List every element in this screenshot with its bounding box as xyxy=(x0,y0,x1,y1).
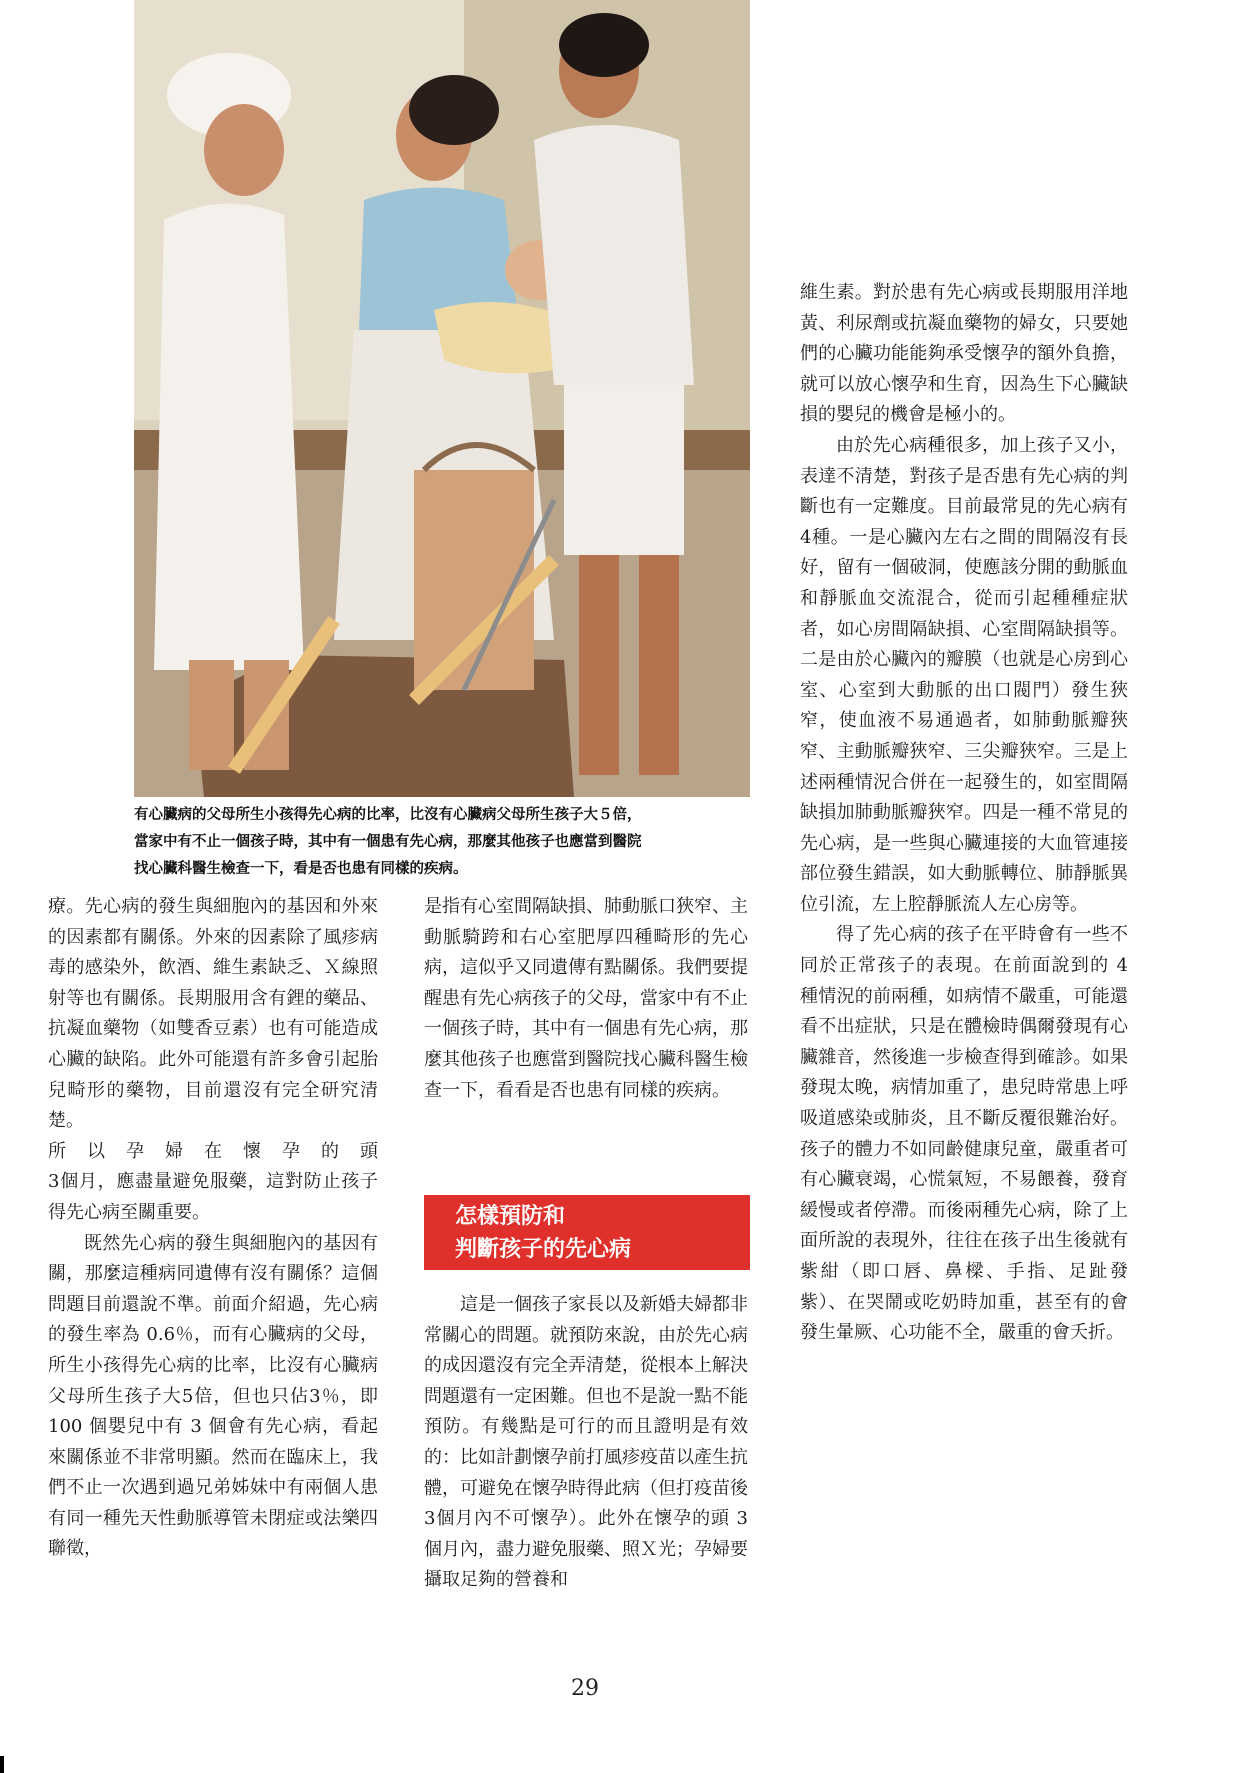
right-column xyxy=(800,278,1128,1349)
paragraph: 得了先心病的孩子在平時會有一些不同於正常孩子的表現。在前面說到的 4 種情況的前兩種，如病情不嚴重，可能還看不出症狀，只是在體檢時偶爾發現有心臟雜音，然後進一步檢查得到確診。如果發現太晚，病情加重了，患兒時常患上呼吸道感染或肺炎，且不斷反覆很難治好。孩子的體力不如同齡健康兒童，嚴重者可有心臟衰竭，心慌氣短，不易餵養，發育緩慢或者停滯。而後兩種先心病，除了上面所說的表現外，往往在孩子出生後就有紫紺（即口唇、鼻樑、手指、足趾發紫）、在哭鬧或吃奶時加重，甚至有的會發生暈厥、心功能不全，嚴重的會夭折。 xyxy=(800,924,1128,1344)
photo-illustration xyxy=(134,0,750,797)
section-heading-line: 怎樣預防和 xyxy=(455,1204,566,1229)
left-column xyxy=(48,892,378,1565)
middle-column xyxy=(424,892,748,1106)
section-heading xyxy=(424,1195,750,1270)
middle-column-continued xyxy=(424,1290,748,1596)
paragraph: 療。先心病的發生與細胞內的基因和外來的因素都有關係。外來的因素除了風疹病毒的感染外，飲酒、維生素缺乏、Ｘ線照射等也有關係。長期服用含有鋰的藥品、抗凝血藥物（如雙香豆素）也有可能造成心臟的缺陷。此外可能還有許多會引起胎兒畸形的藥物，目前還沒有完全研究清楚。 xyxy=(48,896,378,1132)
paragraph: 3個月，應盡量避免服藥，這對防止孩子得先心病至關重要。 xyxy=(48,1171,378,1223)
paragraph-line: 所 以 孕 婦 在 懷 孕 的 頭 xyxy=(48,1140,378,1162)
caption-line: 有心臟病的父母所生小孩得先心病的比率，比沒有心臟病父母所生孩子大５倍， xyxy=(134,807,642,823)
caption-line: 找心臟科醫生檢查一下，看是否也患有同樣的疾病。 xyxy=(134,861,468,877)
paragraph: 由於先心病種很多，加上孩子又小，表達不清楚，對孩子是否患有先心病的判斷也有一定難度。目前最常見的先心病有4種。一是心臟內左右之間的間隔沒有長好，留有一個破洞，使應該分開的動脈血和靜脈血交流混合，從而引起種種症狀者，如心房間隔缺損、心室間隔缺損等。二是由於心臟內的瓣膜（也就是心房到心室、心室到大動脈的出口閥門）發生狹窄，使血液不易通過者，如肺動脈瓣狹窄、主動脈瓣狹窄、三尖瓣狹窄。三是上述兩種情況合併在一起發生的，如室間隔缺損加肺動脈瓣狹窄。四是一種不常見的先心病，是一些與心臟連接的大血管連接部位發生錯誤，如大動脈轉位、肺靜脈異位引流，左上腔靜脈流人左心房等。 xyxy=(800,434,1128,915)
paragraph: 維生素。對於患有先心病或長期服用洋地黃、利尿劑或抗凝血藥物的婦女，只要她們的心臟功能能夠承受懷孕的額外負擔，就可以放心懷孕和生育，因為生下心臟缺損的嬰兒的機會是極小的。 xyxy=(800,282,1128,426)
caption-line: 當家中有不止一個孩子時，其中有一個患有先心病，那麼其他孩子也應當到醫院 xyxy=(134,834,642,850)
photo-caption xyxy=(134,802,764,883)
page-number: 29 xyxy=(571,1676,599,1701)
paragraph: 是指有心室間隔缺損、肺動脈口狹窄、主動脈騎跨和右心室肥厚四種畸形的先心病，這似乎又同遺傳有點關係。我們要提醒患有先心病孩子的父母，當家中有不止一個孩子時，其中有一個患有先心病，那麼其他孩子也應當到醫院找心臟科醫生檢查一下，看看是否也患有同樣的疾病。 xyxy=(424,896,748,1101)
crop-mark xyxy=(0,1756,4,1773)
section-heading-line: 判斷孩子的先心病 xyxy=(455,1237,632,1262)
paragraph: 既然先心病的發生與細胞內的基因有關，那麼這種病同遺傳有沒有關係？這個問題目前還說不準。前面介紹過，先心病的發生率為 0.6％，而有心臟病的父母，所生小孩得先心病的比率，比沒有心臟病父母所生孩子大5倍，但也只佔3％，即 100 個嬰兒中有 3 個會有先心病，看起來關係並不非常明顯。然而在臨床上，我們不止一次遇到過兄弟姊妹中有兩個人患有同一種先天性動脈導管未閉症或法樂四聯徵， xyxy=(48,1232,378,1560)
family-photo xyxy=(134,0,750,797)
paragraph: 這是一個孩子家長以及新婚夫婦都非常關心的問題。就預防來說，由於先心病的成因還沒有完全弄清楚，從根本上解決問題還有一定困難。但也不是說一點不能預防。有幾點是可行的而且證明是有效的：比如計劃懷孕前打風疹疫苗以產生抗體，可避免在懷孕時得此病（但打疫苗後3個月內不可懷孕）。此外在懷孕的頭 3 個月內，盡力避免服藥、照Ｘ光；孕婦要攝取足夠的營養和 xyxy=(424,1294,748,1591)
